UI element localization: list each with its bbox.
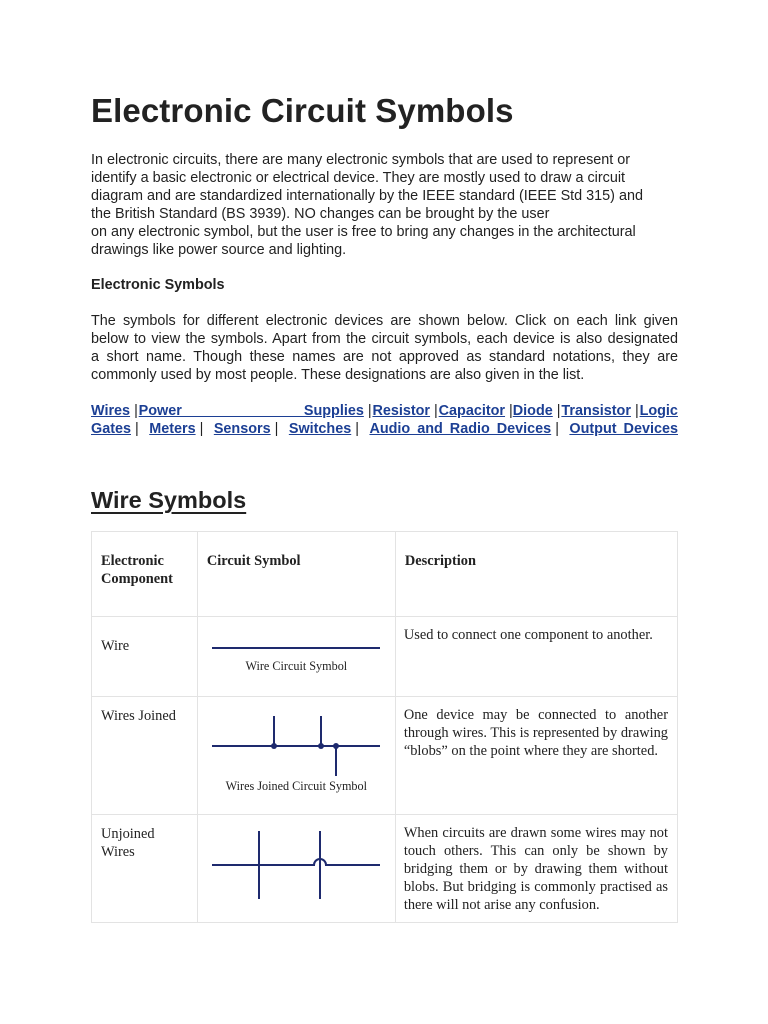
symbol-caption: Wires Joined Circuit Symbol [225,779,368,793]
symbol-cell [197,617,395,697]
link-output-devices[interactable]: Output Devices [569,421,678,437]
section-title-wire-symbols: Wire Symbols [91,487,247,513]
intro-line: drawings like power source and lighting. [91,242,347,258]
link-separator: | [556,403,561,419]
link-power-supplies[interactable]: Power Supplies [138,403,364,419]
table-header-cell: Description [395,532,677,617]
link-diode[interactable]: Diode [512,403,553,419]
table-header-row [92,532,678,617]
component-cell: Wires Joined [92,697,198,815]
link-separator: | [135,421,139,437]
link-logic-gates[interactable]: Gates [91,421,131,437]
link-capacitor[interactable]: Capacitor [438,403,506,419]
link-separator: | [274,421,279,437]
intro-line: In electronic circuits, there are many electronic symbols that are used to represent or [91,152,631,168]
symbol-caption: Wire Circuit Symbol [245,659,348,673]
link-logic-gates[interactable]: Logic [639,403,678,419]
link-sensors[interactable]: Sensors [213,421,271,437]
table-row [92,697,678,815]
symbols-paragraph [91,312,678,384]
link-separator: | [199,421,204,437]
intro-line: identify a basic electronic or electrical device. They are mostly used to draw a circuit [91,170,626,186]
symbol-cell [197,697,395,815]
body-line: The symbols for different electronic devices are shown below. Click on each link given [91,313,678,329]
table-row [92,815,678,923]
table-header-cell: Circuit Symbol [197,532,395,617]
subheading-electronic-symbols: Electronic Symbols [91,277,225,293]
link-separator: | [367,403,372,419]
intro-line: the British Standard (BS 3939). NO changes can be brought by the user [91,206,550,222]
table-row [92,617,678,697]
link-audio-radio-devices[interactable]: Audio and Radio Devices [369,421,552,437]
unjoined-wires-symbol-icon [198,815,394,905]
wire-symbols-table [91,531,678,923]
description-cell: When circuits are drawn some wires may not touch others. This can only be shown by bridging them or by drawing them without blobs. But bridging is commonly practised as there will not arise any confusion. [395,815,677,923]
links-row-2 [91,420,678,438]
table-header-cell: Electronic Component [92,532,198,617]
symbol-cell [197,815,395,923]
link-separator: | [555,421,559,437]
body-line: commonly used by most people. These designations are also given in the list. [91,367,585,383]
link-meters[interactable]: Meters [149,421,196,437]
description-cell: Used to connect one component to another. [395,617,677,697]
intro-line: on any electronic symbol, but the user is free to bring any changes in the architectural [91,224,636,240]
body-line: below to view the symbols. Apart from the circuit symbols, each device is also designated [91,331,678,347]
description-cell: One device may be connected to another through wires. This is represented by drawing “blobs” on the point where they are shorted. [395,697,677,815]
link-separator: | [355,421,359,437]
link-transistor[interactable]: Transistor [561,403,631,419]
wire-symbol-icon [198,617,394,659]
wires-joined-symbol-icon [198,697,394,779]
component-cell: Wire [92,617,198,697]
link-separator: | [634,403,639,419]
link-resistor[interactable]: Resistor [372,403,431,419]
link-switches[interactable]: Switches [288,421,352,437]
link-separator: | [509,403,513,419]
link-separator: | [434,403,438,419]
link-separator: | [134,403,138,419]
link-wires[interactable]: Wires [91,403,131,419]
intro-paragraph [91,151,678,259]
page-title: Electronic Circuit Symbols [91,92,514,129]
category-links [91,402,678,438]
intro-line: diagram and are standardized internationally by the IEEE standard (IEEE Std 315) and [91,188,643,204]
links-row-1 [91,402,678,420]
component-cell: Unjoined Wires [92,815,198,923]
body-line: a short name. Though these names are not approved as standard notations, they are [91,349,678,365]
